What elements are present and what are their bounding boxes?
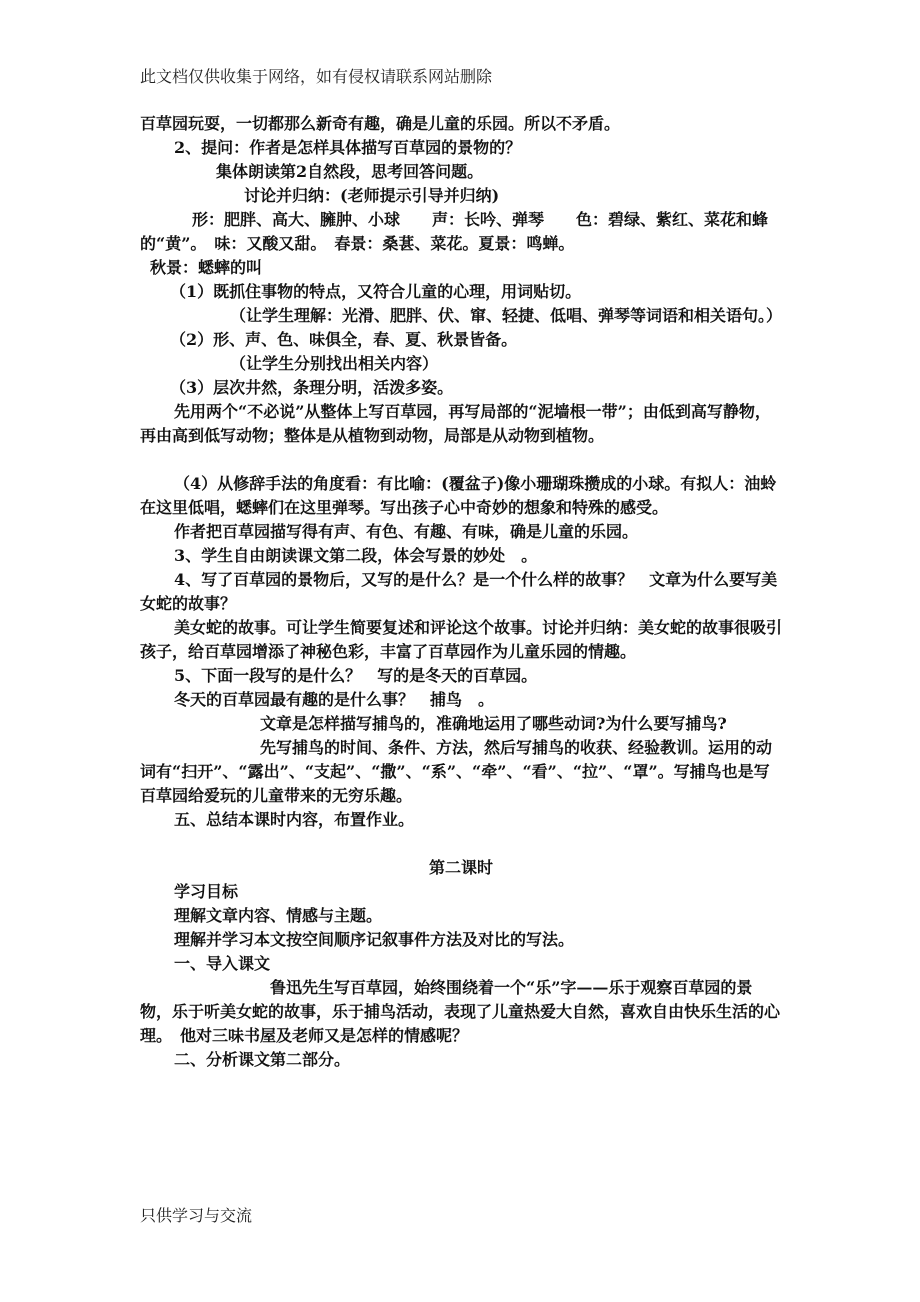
paragraph: （1）既抓住事物的特点，又符合儿童的心理，用词贴切。 — [170, 282, 582, 301]
paragraph: 百草园玩耍，一切都那么新奇有趣，确是儿童的乐园。所以不矛盾。 — [140, 114, 621, 133]
paragraph: 2、提问：作者是怎样具体描写百草园的景物的？ — [174, 138, 522, 157]
paragraph: 理解文章内容、情感与主题。 — [174, 906, 383, 925]
section-title: 第二课时 — [428, 858, 493, 877]
paragraph: （4）从修辞手法的角度看：有比喻：(覆盆子)像小珊瑚珠攒成的小球。有拟人：油蛉在这里低唱，蟋蟀们在这里弹琴。写出孩子心中奇妙的想象和特殊的感受。 — [140, 474, 777, 517]
paragraph: 冬天的百草园最有趣的是什么事？ 捕鸟 。 — [174, 690, 495, 709]
paragraph: 秋景：蟋蟀的叫 — [150, 258, 263, 277]
paragraph: （3）层次井然，条理分明，活泼多姿。 — [170, 378, 454, 397]
page-header: 此文档仅供收集于网络，如有侵权请联系网站删除 — [140, 67, 493, 86]
paragraph: 文章是怎样描写捕鸟的，准确地运用了哪些动词?为什么要写捕鸟? — [260, 714, 727, 733]
paragraph: 形：肥胖、高大、臃肿、小球 声：长吟、弹琴 色：碧绿、紫红、菜花和蜂的“黄”。 味：又酸又甜。 春景：桑葚、菜花。夏景：鸣蝉。 — [140, 210, 769, 253]
paragraph: 作者把百草园描写得有声、有色、有趣、有味，确是儿童的乐园。 — [174, 522, 639, 541]
paragraph: 先用两个“不必说”从整体上写百草园，再写局部的“泥墙根一带”；由低到高写静物，再由高到低写动物；整体是从植物到动物，局部是从动物到植物。 — [140, 402, 771, 445]
paragraph: （让学生理解：光滑、肥胖、伏、窜、轻捷、低唱、弹琴等词语和相关语句。） — [230, 306, 783, 325]
blank-line — [140, 448, 782, 472]
paragraph: （让学生分别找出相关内容） — [230, 354, 439, 373]
paragraph: 一、导入课文 — [174, 954, 271, 973]
paragraph: 讨论并归纳：(老师提示引导并归纳) — [244, 186, 500, 205]
paragraph: 鲁迅先生写百草园，始终围绕着一个“乐”字——乐于观察百草园的景物，乐于听美女蛇的故事，乐于捕鸟活动，表现了儿童热爱大自然，喜欢自由快乐生活的心理。 他对三味书屋及老师又是怎样的情感呢？ — [140, 978, 781, 1045]
paragraph: 4、写了百草园的景物后，又写的是什么？是一个什么样的故事？ 文章为什么要写美女蛇的故事？ — [140, 570, 778, 613]
paragraph: 美女蛇的故事。可让学生简要复述和评论这个故事。讨论并归纳：美女蛇的故事很吸引孩子，给百草园增添了神秘色彩，丰富了百草园作为儿童乐园的情趣。 — [140, 618, 783, 661]
paragraph: （2）形、声、色、味俱全，春、夏、秋景皆备。 — [170, 330, 518, 349]
paragraph: 二、分析课文第二部分。 — [174, 1050, 351, 1069]
paragraph: 理解并学习本文按空间顺序记叙事件方法及对比的写法。 — [174, 930, 575, 949]
paragraph: 先写捕鸟的时间、条件、方法，然后写捕鸟的收获、经验教训。运用的动词有“扫开”、“露出”、“支起”、“撒”、“系”、“牵”、“看”、“拉”、“罩”。写捕鸟也是写百草园给爱玩的儿童带来的无穷乐趣。 — [140, 738, 773, 805]
paragraph: 学习目标 — [174, 882, 239, 901]
paragraph: 5、下面一段写的是什么？ 写的是冬天的百草园。 — [174, 666, 538, 685]
blank-line — [140, 832, 782, 856]
paragraph: 3、学生自由朗读课文第二段，体会写景的妙处 。 — [174, 546, 538, 565]
paragraph: 集体朗读第2自然段，思考回答问题。 — [216, 162, 484, 181]
paragraph: 五、总结本课时内容，布置作业。 — [174, 810, 415, 829]
page-footer: 只供学习与交流 — [140, 1206, 253, 1225]
document-body — [140, 112, 782, 1072]
